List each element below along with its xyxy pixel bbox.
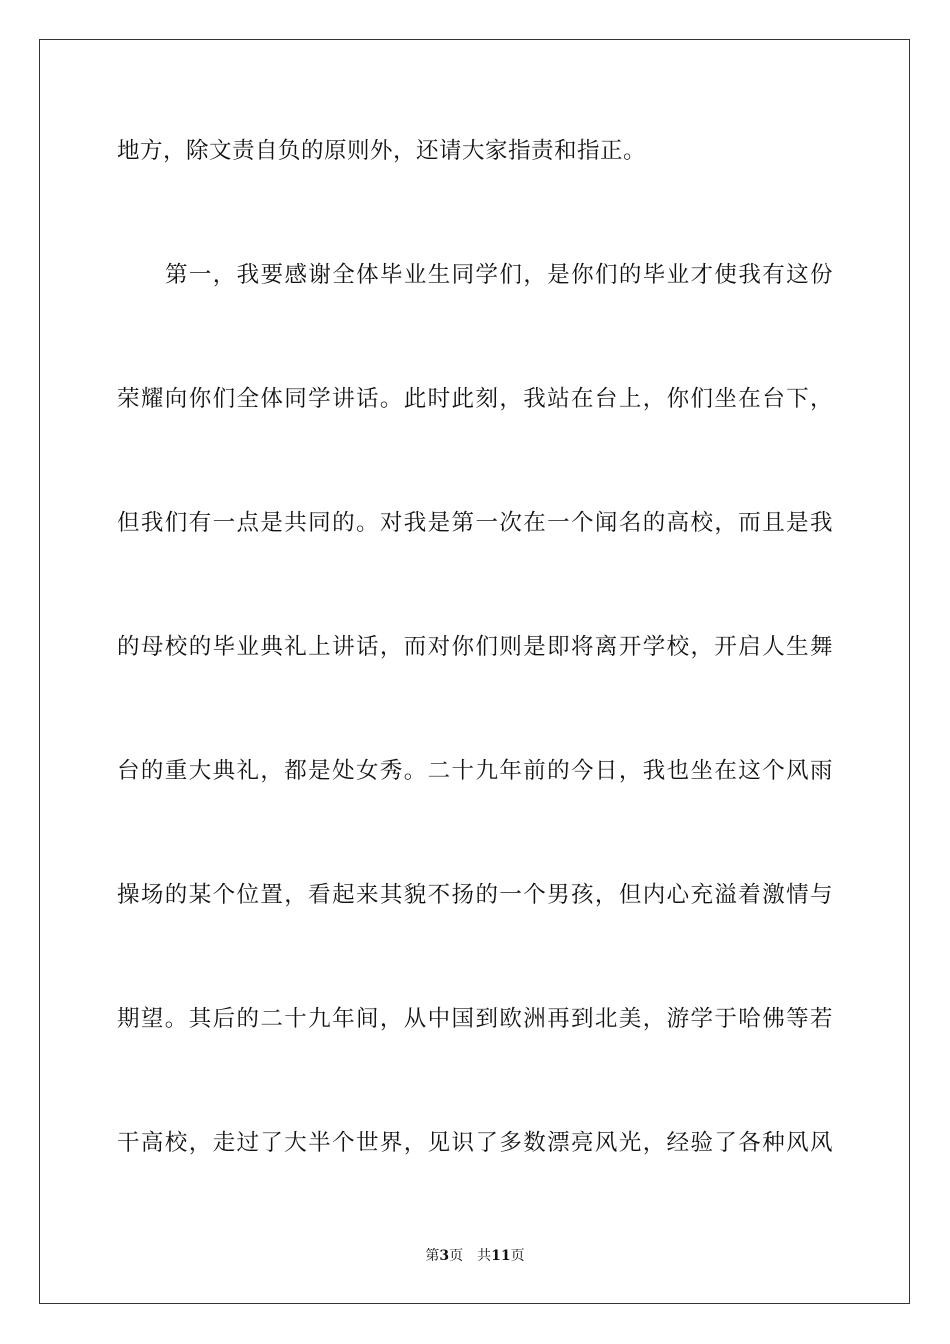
total-pages: 11 [491,1248,511,1264]
total-prefix: 共 [477,1248,492,1264]
paragraph-line: 期望。其后的二十九年间，从中国到欧洲再到北美，游学于哈佛等若 [117,1006,833,1032]
page-number: 3 [439,1248,450,1264]
page-prefix: 第 [425,1248,440,1264]
total-suffix: 页 [510,1248,525,1264]
paragraph-line: 台的重大典礼，都是处女秀。二十九年前的今日，我也坐在这个风雨 [117,758,833,784]
paragraph-line: 第一，我要感谢全体毕业生同学们，是你们的毕业才使我有这份 [165,262,833,288]
paragraph-line: 但我们有一点是共同的。对我是第一次在一个闻名的高校，而且是我 [117,510,833,536]
paragraph-line: 干高校，走过了大半个世界，见识了多数漂亮风光，经验了各种风风 [117,1130,833,1156]
page-footer [0,1246,950,1266]
page-suffix: 页 [449,1248,464,1264]
paragraph-line: 地方，除文责自负的原则外，还请大家指责和指正。 [117,138,647,164]
paragraph-line: 的母校的毕业典礼上讲话，而对你们则是即将离开学校，开启人生舞 [117,634,833,660]
paragraph-line: 荣耀向你们全体同学讲话。此时此刻，我站在台上，你们坐在台下， [117,386,833,412]
paragraph-line: 操场的某个位置，看起来其貌不扬的一个男孩，但内心充溢着激情与 [117,882,833,908]
page-border [39,39,910,1304]
